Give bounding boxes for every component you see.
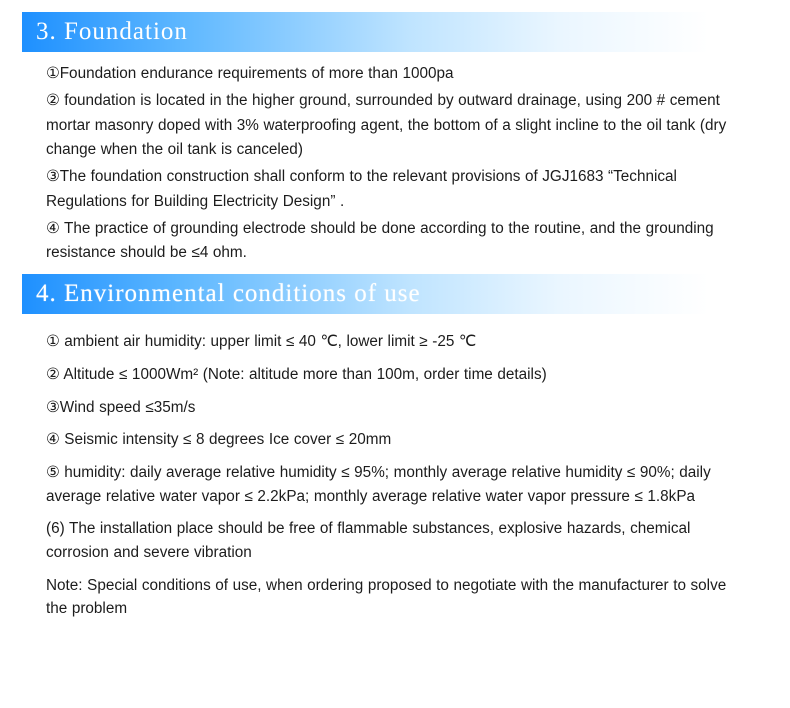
section-foundation-body xyxy=(22,62,768,266)
paragraph: ④ The practice of grounding electrode should be done according to the routine, and the grounding resistance should be ≤4 ohm. xyxy=(46,219,714,262)
paragraph: Note: Special conditions of use, when ordering proposed to negotiate with the manufacturer to solve the problem xyxy=(46,576,727,618)
section-heading-foundation-label: 3. Foundation xyxy=(36,18,188,45)
paragraph: ② Altitude ≤ 1000Wm² (Note: altitude more than 100m, order time details) xyxy=(46,365,547,383)
section-heading-environmental-label: 4. Environmental conditions of use xyxy=(36,280,421,308)
paragraph: (6) The installation place should be free of flammable substances, explosive hazards, chemical corrosion and severe vibration xyxy=(46,520,691,562)
document-page xyxy=(0,12,790,708)
paragraph: ⑤ humidity: daily average relative humidity ≤ 95%; monthly average relative humidity ≤ 90%; daily average relative water vapor ≤ 2.2kPa; monthly average relative water vapor pressure ≤ 1.8kPa xyxy=(46,463,711,505)
paragraph: ② foundation is located in the higher ground, surrounded by outward drainage, using 200 # cement mortar masonry doped with 3% waterproofing agent, the bottom of a slight incline to the oil tank (dry change when the oil tank is canceled) xyxy=(46,91,727,159)
paragraph: ③Wind speed ≤35m/s xyxy=(46,398,196,416)
paragraph: ① ambient air humidity: upper limit ≤ 40 ℃, lower limit ≥ -25 ℃ xyxy=(46,333,477,351)
paragraph: ④ Seismic intensity ≤ 8 degrees Ice cover ≤ 20mm xyxy=(46,431,392,449)
section-foundation xyxy=(0,12,790,266)
paragraph: ①Foundation endurance requirements of more than 1000pa xyxy=(46,65,454,82)
section-environmental-body xyxy=(22,330,768,621)
section-heading-environmental xyxy=(22,274,768,314)
section-heading-foundation xyxy=(22,12,768,52)
section-environmental-conditions xyxy=(0,274,790,621)
paragraph: ③The foundation construction shall conform to the relevant provisions of JGJ1683 “Technical Regulations for Building Electricity Design” . xyxy=(46,168,677,210)
